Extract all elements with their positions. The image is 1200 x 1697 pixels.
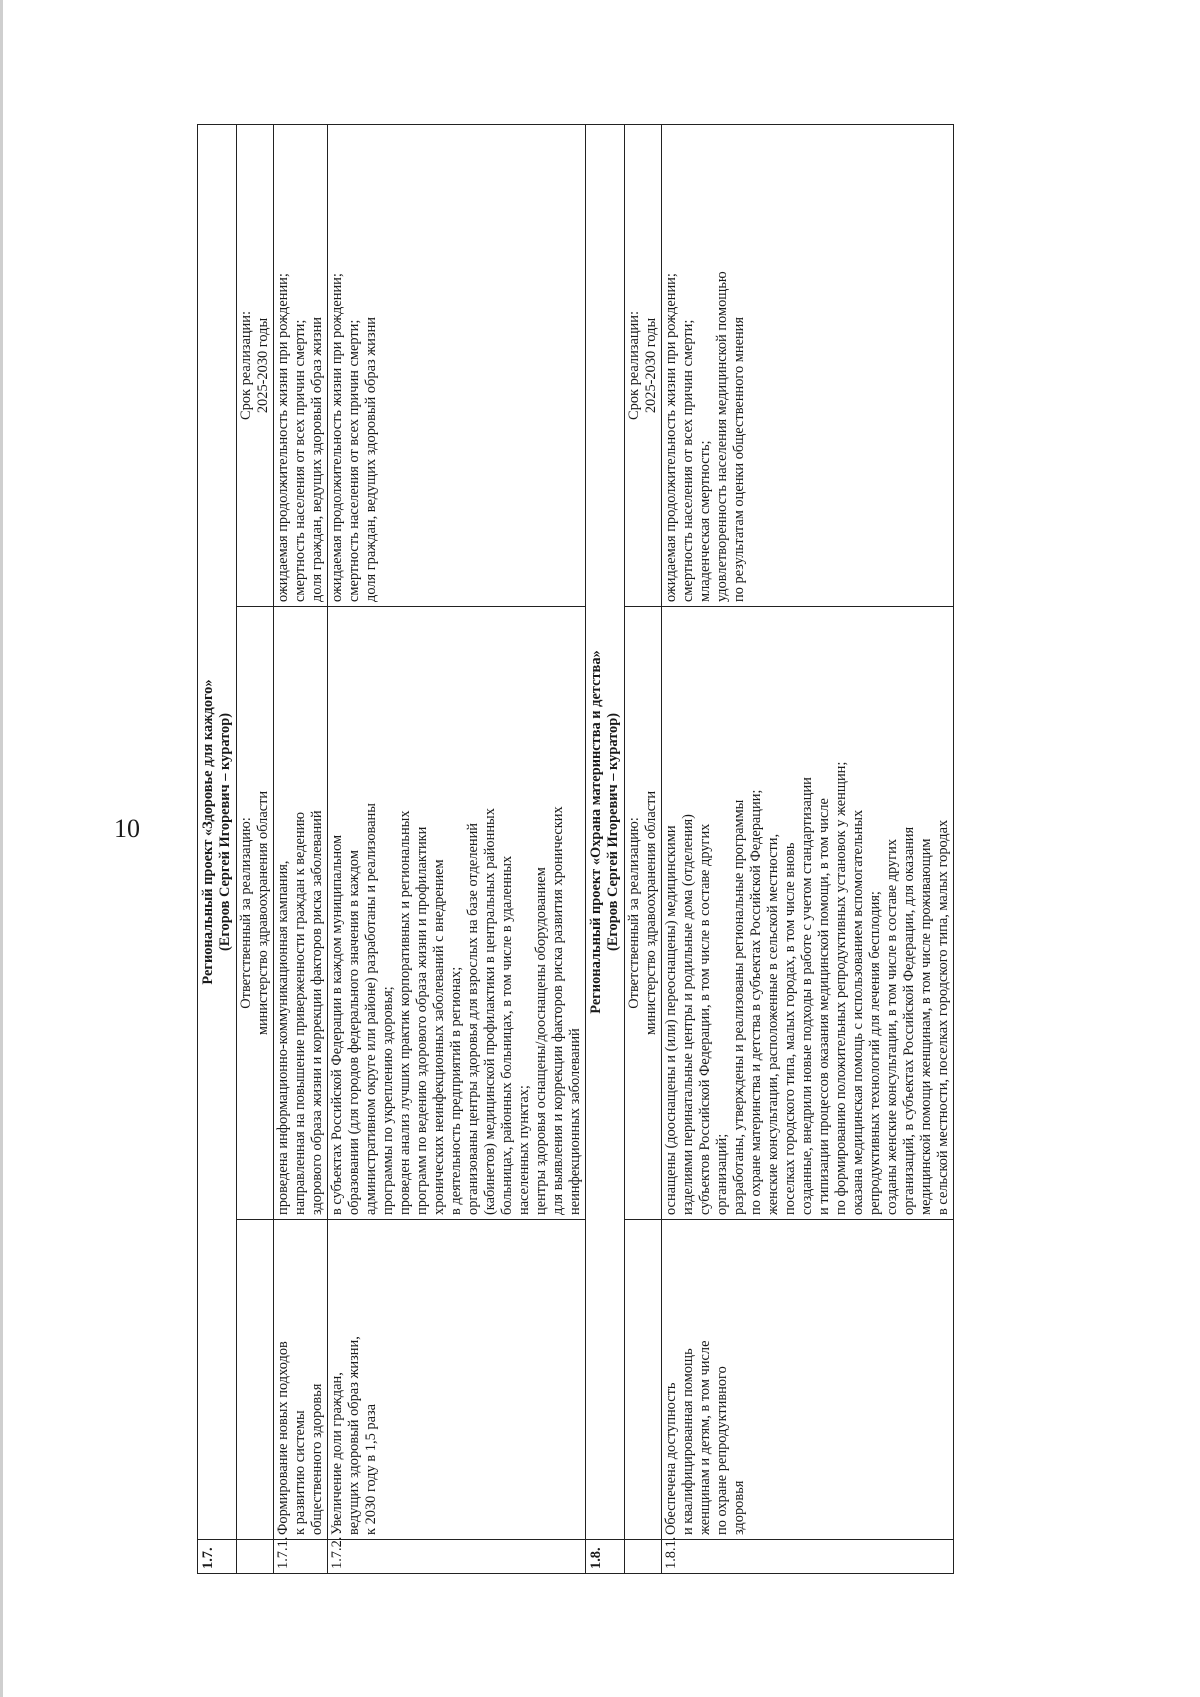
result-line: общественного здоровья bbox=[309, 1383, 325, 1535]
term-label: Срок реализации: bbox=[238, 311, 254, 420]
action-line: в субъектах Российской Федерации в каждом муниципальном bbox=[329, 834, 345, 1215]
result-line: к 2030 году в 1,5 раза bbox=[363, 1403, 379, 1535]
project-number: 1.8. bbox=[586, 1540, 625, 1574]
action-line: изделиями перинатальные центры и родильные дома (отделения) bbox=[680, 814, 696, 1215]
project-curator: (Егоров Сергей Игоревич – куратор) bbox=[605, 712, 621, 952]
action-line: населенных пунктах; bbox=[516, 1085, 532, 1215]
action-line: субъектов Российской Федерации, в том числе в составе других bbox=[697, 823, 713, 1215]
action-line: организаций; bbox=[714, 1133, 730, 1215]
action-line: направленная на повышение приверженности граждан к ведению bbox=[292, 811, 308, 1215]
result-line: ведущих здоровый образ жизни, bbox=[346, 1336, 362, 1535]
indicator-line: удовлетворенность населения медицинской помощью bbox=[714, 271, 730, 602]
result-cell bbox=[328, 1220, 586, 1540]
project-title-row bbox=[586, 125, 625, 1574]
table-row bbox=[274, 125, 328, 1574]
action-line: в сельской местности, поселках городского типа, малых городах bbox=[935, 819, 951, 1215]
empty-cell bbox=[237, 1540, 274, 1574]
term-cell bbox=[237, 125, 274, 607]
actions-cell bbox=[328, 607, 586, 1220]
empty-cell bbox=[625, 1220, 662, 1540]
action-line: разработаны, утверждены и реализованы региональные программы bbox=[731, 799, 747, 1215]
term-cell bbox=[625, 125, 662, 607]
project-title-line: Региональный проект «Здоровье для каждого» bbox=[200, 679, 216, 985]
action-line: здорового образа жизни и коррекции факторов риска заболеваний bbox=[309, 810, 325, 1215]
term-label: Срок реализации: bbox=[626, 311, 642, 420]
responsible-label: Ответственный за реализацию: bbox=[238, 817, 254, 1009]
indicators-cell bbox=[662, 125, 954, 607]
row-number: 1.7.1. bbox=[274, 1540, 328, 1574]
rotated-table-wrapper bbox=[197, 124, 951, 1574]
action-line: проведен анализ лучших практик корпоративных и региональных bbox=[397, 810, 413, 1215]
indicator-line: доля граждан, ведущих здоровый образ жизни bbox=[309, 317, 325, 602]
indicator-line: доля граждан, ведущих здоровый образ жизни bbox=[363, 317, 379, 602]
project-title bbox=[586, 125, 625, 1540]
action-line: (кабинетов) медицинской профилактики в центральных районных bbox=[482, 808, 498, 1215]
action-line: оснащены (дооснащены и (или) переоснащены) медицинскими bbox=[663, 825, 679, 1215]
indicator-line: смертность населения от всех причин смерти; bbox=[292, 319, 308, 602]
actions-cell bbox=[274, 607, 328, 1220]
result-line: Увеличение доли граждан, bbox=[329, 1372, 345, 1535]
program-table bbox=[197, 124, 954, 1574]
term-years: 2025-2030 годы bbox=[643, 317, 659, 414]
result-line: к развитию системы bbox=[292, 1410, 308, 1535]
project-title-row bbox=[198, 125, 237, 1574]
action-line: и типизации процессов оказания медицинской помощи, в том числе bbox=[816, 798, 832, 1215]
responsible-cell bbox=[625, 607, 662, 1220]
empty-cell bbox=[625, 1540, 662, 1574]
empty-cell bbox=[237, 1220, 274, 1540]
indicators-cell bbox=[274, 125, 328, 607]
result-line: и квалифицированная помощь bbox=[680, 1348, 696, 1535]
result-line: здоровья bbox=[731, 1480, 747, 1535]
project-meta-row bbox=[237, 125, 274, 1574]
project-number: 1.7. bbox=[198, 1540, 237, 1574]
scan-edge bbox=[0, 0, 3, 1697]
table-row bbox=[328, 125, 586, 1574]
result-line: Формирование новых подходов bbox=[275, 1341, 291, 1535]
table-row bbox=[662, 125, 954, 1574]
action-line: созданы женские консультации, в том числе в составе других bbox=[884, 838, 900, 1215]
action-line: женские консультации, расположенные в сельской местности, bbox=[765, 833, 781, 1215]
result-cell bbox=[274, 1220, 328, 1540]
responsible-cell bbox=[237, 607, 274, 1220]
action-line: административном округе или районе) разработаны и реализованы bbox=[363, 803, 379, 1215]
indicator-line: младенческая смертность; bbox=[697, 440, 713, 602]
action-line: по формированию положительных репродуктивных установок у женщин; bbox=[833, 761, 849, 1215]
result-line: женщинам и детям, в том числе bbox=[697, 1340, 713, 1535]
action-line: проведена информационно-коммуникационная кампания, bbox=[275, 860, 291, 1215]
action-line: хронических неинфекционных заболеваний с внедрением bbox=[431, 859, 447, 1215]
action-line: оказана медицинская помощь с использованием вспомогательных bbox=[850, 809, 866, 1215]
project-title bbox=[198, 125, 237, 1540]
indicator-line: смертность населения от всех причин смерти; bbox=[346, 319, 362, 602]
action-line: медицинской помощи женщинам, в том числе проживающим bbox=[918, 838, 934, 1215]
page-number: 10 bbox=[114, 814, 140, 843]
action-line: программы по укреплению здоровья; bbox=[380, 986, 396, 1215]
action-line: больницах, районных больницах, в том числе в удаленных bbox=[499, 855, 515, 1215]
responsible-org: министерство здравоохранения области bbox=[643, 790, 659, 1036]
row-number: 1.8.1. bbox=[662, 1540, 954, 1574]
indicator-line: ожидаемая продолжительность жизни при рождении; bbox=[329, 273, 345, 602]
action-line: неинфекционных заболеваний bbox=[567, 1028, 583, 1215]
row-number: 1.7.2. bbox=[328, 1540, 586, 1574]
action-line: в деятельность предприятий в регионах; bbox=[448, 966, 464, 1215]
indicators-cell bbox=[328, 125, 586, 607]
result-cell bbox=[662, 1220, 954, 1540]
action-line: поселках городского типа, малых городах, в том числе вновь bbox=[782, 842, 798, 1215]
action-line: образовании (для городов федерального значения в каждом bbox=[346, 850, 362, 1215]
result-line: по охране репродуктивного bbox=[714, 1366, 730, 1535]
indicator-line: по результатам оценки общественного мнения bbox=[731, 317, 747, 602]
term-years: 2025-2030 годы bbox=[255, 317, 271, 414]
responsible-label: Ответственный за реализацию: bbox=[626, 817, 642, 1009]
action-line: организованы центры здоровья для взрослых на базе отделений bbox=[465, 823, 481, 1215]
action-line: созданные, внедрили новые подходы в работе с учетом стандартизации bbox=[799, 777, 815, 1215]
project-curator: (Егоров Сергей Игоревич – куратор) bbox=[217, 712, 233, 952]
actions-cell bbox=[662, 607, 954, 1220]
action-line: по охране материнства и детства в субъектах Российской Федерации; bbox=[748, 789, 764, 1215]
action-line: для выявления и коррекции факторов риска развития хронических bbox=[550, 806, 566, 1215]
responsible-org: министерство здравоохранения области bbox=[255, 790, 271, 1036]
action-line: организаций, в субъектах Российской Федерации, для оказания bbox=[901, 826, 917, 1215]
indicator-line: ожидаемая продолжительность жизни при рождении; bbox=[663, 273, 679, 602]
indicator-line: ожидаемая продолжительность жизни при рождении; bbox=[275, 273, 291, 602]
project-meta-row bbox=[625, 125, 662, 1574]
action-line: репродуктивных технологий для лечения бесплодия; bbox=[867, 891, 883, 1215]
action-line: центры здоровья оснащены/дооснащены оборудованием bbox=[533, 867, 549, 1215]
result-line: Обеспечена доступность bbox=[663, 1382, 679, 1535]
project-title-line: Региональный проект «Охрана материнства и детства» bbox=[588, 650, 604, 1014]
indicator-line: смертность населения от всех причин смерти; bbox=[680, 319, 696, 602]
action-line: программ по ведению здорового образа жизни и профилактики bbox=[414, 826, 430, 1215]
